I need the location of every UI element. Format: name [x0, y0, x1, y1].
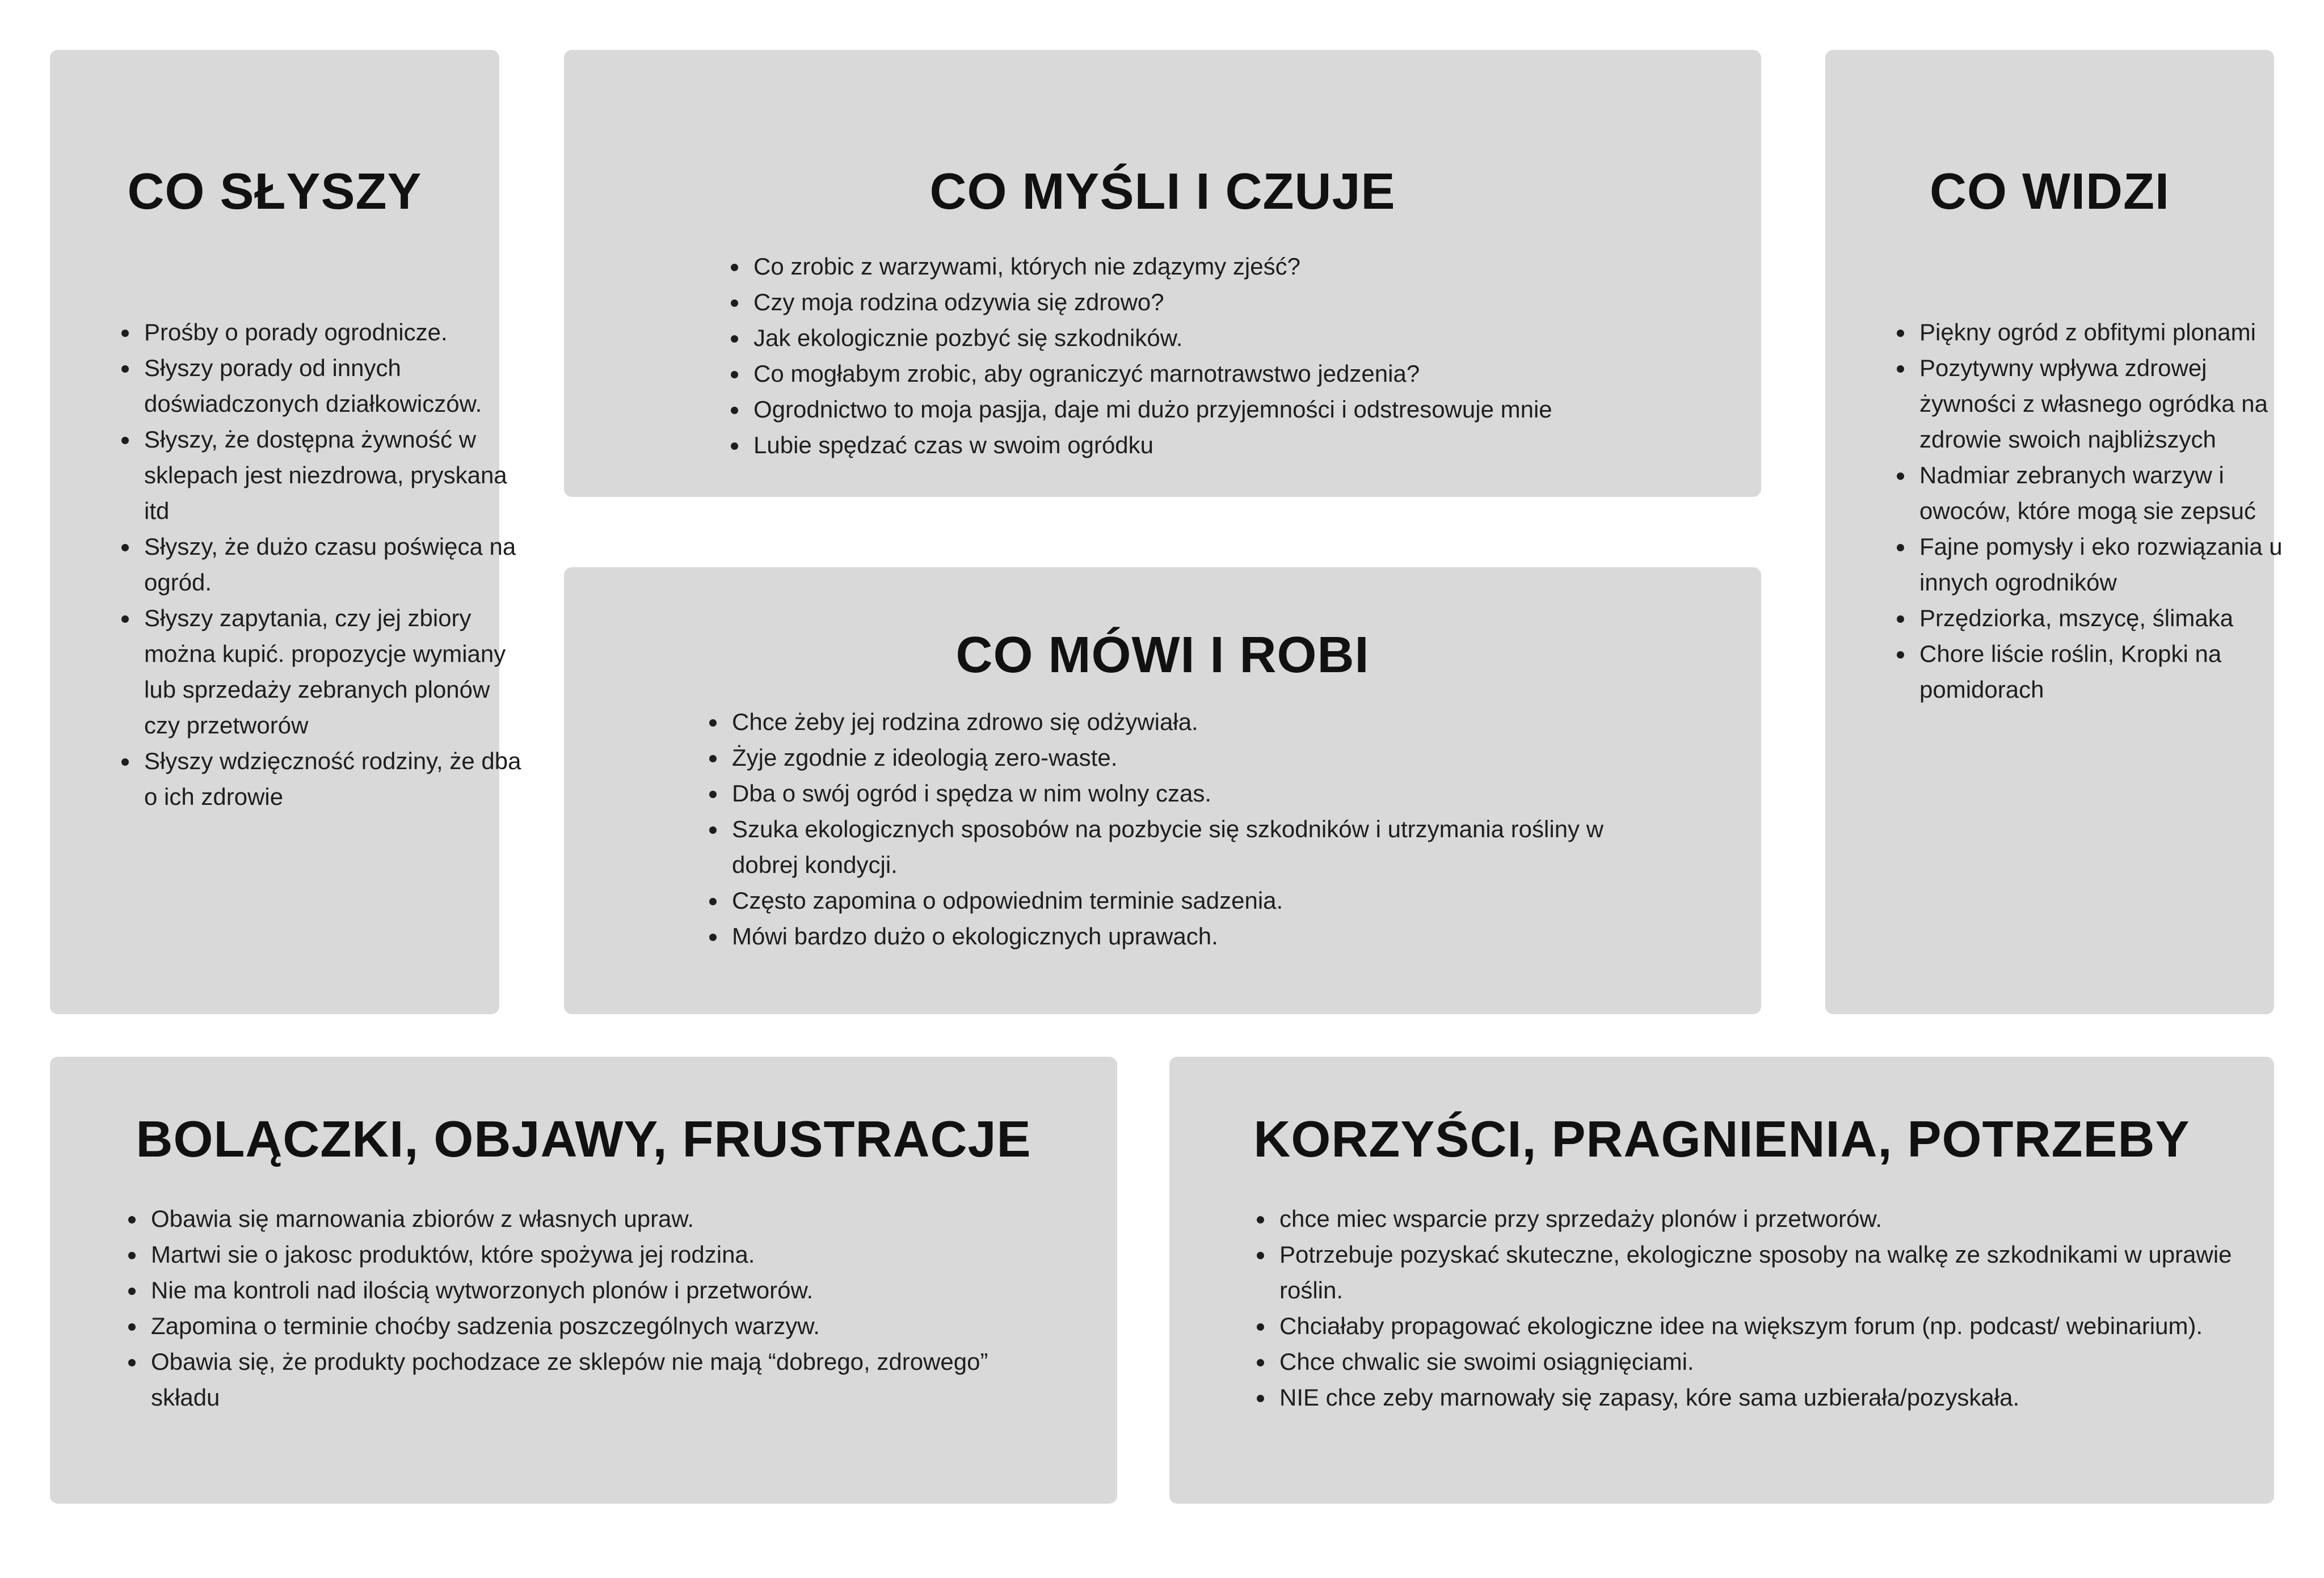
list-item: • Lubie spędzać czas w swoim ogródku [749, 427, 1759, 463]
list-item: • Chce żeby jej rodzina zdrowo się odżywiała. [727, 704, 1658, 740]
list-item: • Żyje zgodnie z ideologią zero-waste. [727, 740, 1658, 775]
list-item: • Nie ma kontroli nad ilością wytworzonych plonów i przetworów. [146, 1272, 1054, 1308]
thinks-list [723, 248, 1759, 463]
list-item: • Fajne pomysły i eko rozwiązania u innych ogrodników [1915, 529, 2300, 600]
sees-list [1889, 314, 2300, 707]
gains-list [1249, 1201, 2239, 1415]
list-item: • Chore liście roślin, Kropki na pomidorach [1915, 636, 2300, 707]
list-item: • Mówi bardzo dużo o ekologicznych uprawach. [727, 918, 1658, 954]
list-item: • Często zapomina o odpowiednim terminie sadzenia. [727, 883, 1658, 918]
pains-list [120, 1201, 1054, 1415]
list-item: • Martwi sie o jakosc produktów, które spożywa jej rodzina. [146, 1237, 1054, 1272]
panel-title-hears: CO SŁYSZY [127, 163, 422, 220]
panel-title-says-does: CO MÓWI I ROBI [955, 627, 1370, 683]
panel-thinks-feels [564, 50, 1761, 497]
list-item: • Dba o swój ogród i spędza w nim wolny czas. [727, 775, 1658, 811]
list-item: • Słyszy zapytania, czy jej zbiory można kupić. propozycje wymiany lub sprzedaży zebranych plonów czy przetworów [140, 600, 525, 743]
list-item: • Chciałaby propagować ekologiczne idee na większym forum (np. podcast/ webinarium). [1275, 1308, 2239, 1344]
list-item: • Potrzebuje pozyskać skuteczne, ekologiczne sposoby na walkę ze szkodnikami w uprawie roślin. [1275, 1237, 2239, 1308]
panel-title-sees: CO WIDZI [1930, 163, 2170, 220]
list-item: • Zapomina o terminie choćby sadzenia poszczególnych warzyw. [146, 1308, 1054, 1344]
panel-sees [1825, 50, 2283, 1014]
list-item: • Obawia się, że produkty pochodzace ze sklepów nie mają “dobrego, zdrowego” składu [146, 1344, 1054, 1415]
hears-list [113, 314, 525, 815]
panel-title-pains: BOLĄCZKI, OBJAWY, FRUSTRACJE [136, 1111, 1032, 1168]
list-item: • NIE chce zeby marnowały się zapasy, kóre sama uzbierała/pozyskała. [1275, 1379, 2239, 1415]
list-item: • Przędziorka, mszycę, ślimaka [1915, 600, 2300, 636]
list-item: • Jak ekologicznie pozbyć się szkodników. [749, 320, 1759, 356]
list-item: • Szuka ekologicznych sposobów na pozbycie się szkodników i utrzymania rośliny w dobrej kondycji. [727, 811, 1658, 883]
list-item: • Pozytywny wpływa zdrowej żywności z własnego ogródka na zdrowie swoich najbliższych [1915, 350, 2300, 457]
list-item: • Obawia się marnowania zbiorów z własnych upraw. [146, 1201, 1054, 1237]
list-item: • Nadmiar zebranych warzyw i owoców, które mogą sie zepsuć [1915, 457, 2300, 529]
list-item: • Co mogłabym zrobic, aby ograniczyć marnotrawstwo jedzenia? [749, 356, 1759, 391]
list-item: • Co zrobic z warzywami, których nie zdązymy zjeść? [749, 248, 1759, 284]
list-item: • chce miec wsparcie przy sprzedaży plonów i przetworów. [1275, 1201, 2239, 1237]
panel-hears [50, 50, 521, 1014]
panel-gains [1169, 1057, 2274, 1504]
panel-says-does [564, 567, 1761, 1014]
list-item: • Słyszy wdzięczność rodziny, że dba o ich zdrowie [140, 743, 525, 815]
list-item: • Chce chwalic sie swoimi osiągnięciami. [1275, 1344, 2239, 1379]
panel-pains [50, 1057, 1117, 1504]
list-item: • Słyszy porady od innych doświadczonych działkowiczów. [140, 350, 525, 421]
panel-title-gains: KORZYŚCI, PRAGNIENIA, POTRZEBY [1253, 1111, 2190, 1168]
list-item: • Słyszy, że dużo czasu poświęca na ogród. [140, 529, 525, 600]
list-item: • Czy moja rodzina odzywia się zdrowo? [749, 284, 1759, 320]
list-item: • Piękny ogród z obfitymi plonami [1915, 314, 2300, 350]
list-item: • Ogrodnictwo to moja pasjja, daje mi dużo przyjemności i odstresowuje mnie [749, 391, 1759, 427]
panel-title-thinks-feels: CO MYŚLI I CZUJE [929, 163, 1396, 220]
list-item: • Prośby o porady ogrodnicze. [140, 314, 525, 350]
says-list [701, 704, 1658, 954]
list-item: • Słyszy, że dostępna żywność w sklepach jest niezdrowa, pryskana itd [140, 421, 525, 529]
